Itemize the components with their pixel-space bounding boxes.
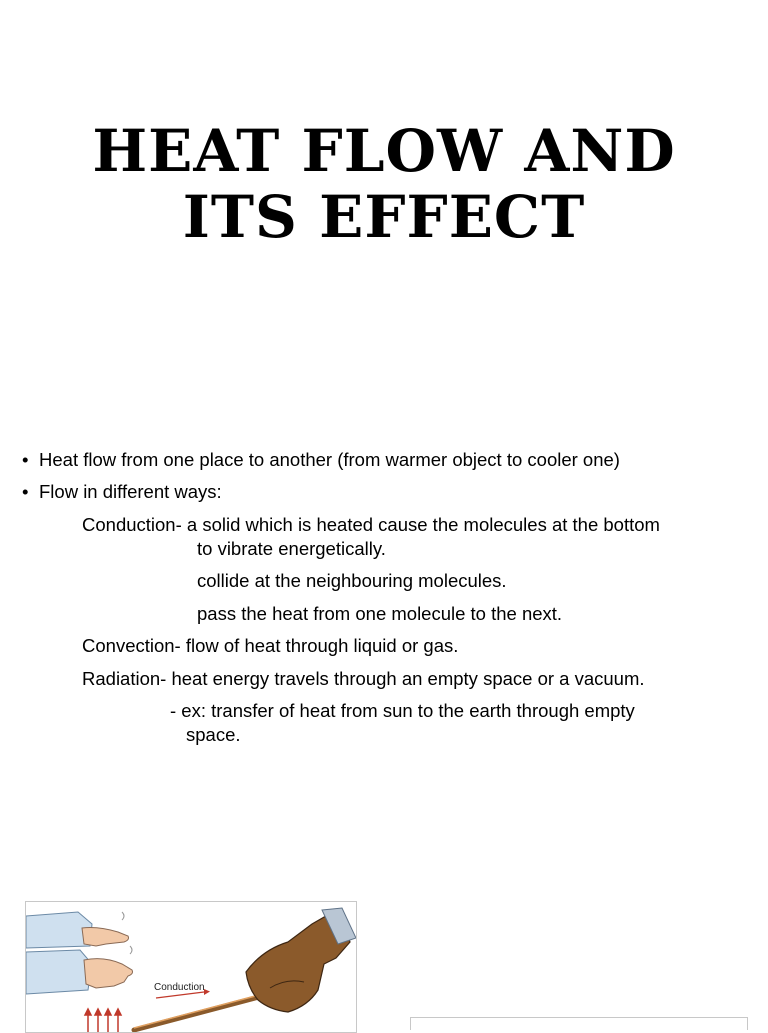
radiation-line-1: Radiation- heat energy travels through an empty space or a vacuum. <box>82 668 645 689</box>
bullet-heat-flow: Heat flow from one place to another (from warmer object to cooler one) <box>39 449 620 470</box>
conduction-drawing <box>26 902 356 1032</box>
title-line-2: ITS EFFECT <box>182 183 586 251</box>
radiation-example-line-2: space. <box>186 724 241 745</box>
conduction-label: Conduction <box>154 982 205 993</box>
lower-hand <box>84 959 133 988</box>
slide-title <box>60 118 708 250</box>
conduction-line-3: collide at the neighbouring molecules. <box>197 570 507 591</box>
title-line-1: HEAT FLOW AND <box>92 117 676 185</box>
rising-heat-arrows <box>85 1009 121 1032</box>
upper-hand <box>82 928 129 947</box>
convection-line: Convection- flow of heat through liquid or gas. <box>82 635 459 656</box>
conduction-line-4: pass the heat from one molecule to the next. <box>197 603 563 624</box>
conduction-line-2: to vibrate energetically. <box>197 538 386 559</box>
radiation-example-line-1: - ex: transfer of heat from sun to the earth through empty <box>170 700 635 721</box>
conduction-arrowhead <box>204 989 210 995</box>
heat-wave-1 <box>122 912 124 920</box>
bullet-marker: • <box>22 481 29 502</box>
bullet-marker: • <box>22 449 29 470</box>
conduction-line-1: Conduction- a solid which is heated cause the molecules at the bottom <box>82 514 660 535</box>
lower-sleeve <box>26 950 92 994</box>
heat-wave-2 <box>130 946 132 954</box>
bullet-flow-ways: Flow in different ways: <box>39 481 222 502</box>
conduction-illustration <box>25 901 357 1033</box>
